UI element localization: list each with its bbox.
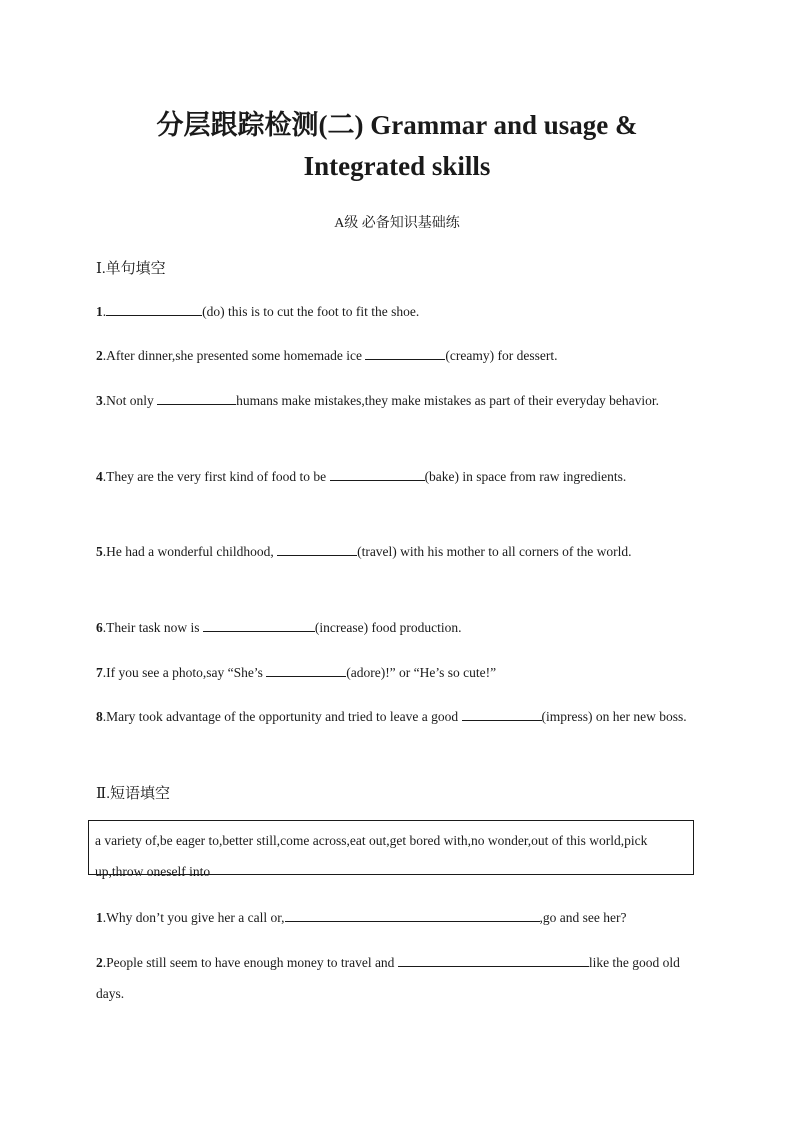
answer-blank[interactable] bbox=[157, 390, 236, 405]
phrase-question-1: 1.Why don’t you give her a call or, ,go and see her? bbox=[96, 902, 696, 933]
question-number: 5 bbox=[96, 544, 103, 559]
question-3: 3.Not only humans make mistakes,they make mistakes as part of their everyday behavior. bbox=[96, 385, 696, 416]
question-7: 7.If you see a photo,say “She’s (adore)!” or “He’s so cute!” bbox=[96, 657, 696, 688]
question-number: 1 bbox=[96, 304, 103, 319]
question-1: 1. (do) this is to cut the foot to fit the shoe. bbox=[96, 296, 696, 327]
question-number: 6 bbox=[96, 620, 103, 635]
answer-blank[interactable] bbox=[462, 706, 542, 721]
answer-blank[interactable] bbox=[285, 907, 540, 922]
question-2: 2.After dinner,she presented some homemade ice (creamy) for dessert. bbox=[96, 340, 696, 371]
question-number: 1 bbox=[96, 910, 103, 925]
phrase-question-2: 2.People still seem to have enough money to travel and like the good old days. bbox=[96, 947, 696, 1009]
question-5: 5.He had a wonderful childhood, (travel) with his mother to all corners of the world. bbox=[96, 536, 696, 567]
answer-blank[interactable] bbox=[365, 345, 445, 360]
page-title-line-2: Integrated skills bbox=[303, 151, 491, 181]
question-number: 7 bbox=[96, 665, 103, 680]
question-number: 3 bbox=[96, 393, 103, 408]
question-number: 2 bbox=[96, 348, 103, 363]
question-number: 8 bbox=[96, 709, 103, 724]
answer-blank[interactable] bbox=[203, 617, 315, 632]
level-subtitle: A级 必备知识基础练 bbox=[334, 216, 460, 231]
question-4: 4.They are the very first kind of food to be (bake) in space from raw ingredients. bbox=[96, 461, 696, 492]
answer-blank[interactable] bbox=[277, 541, 357, 556]
phrase-bank-box: a variety of,be eager to,better still,come across,eat out,get bored with,no wonder,out of this world,pick up,throw oneself into bbox=[88, 820, 694, 875]
question-number: 4 bbox=[96, 469, 103, 484]
question-8: 8.Mary took advantage of the opportunity and tried to leave a good (impress) on her new boss. bbox=[96, 701, 696, 732]
answer-blank[interactable] bbox=[106, 301, 202, 316]
question-6: 6.Their task now is (increase) food production. bbox=[96, 612, 696, 643]
section-1-heading: Ⅰ.单句填空 bbox=[96, 261, 166, 277]
page-title-line-1: 分层跟踪检测(二) Grammar and usage & bbox=[156, 110, 638, 140]
answer-blank[interactable] bbox=[398, 952, 589, 967]
section-2-heading: Ⅱ.短语填空 bbox=[96, 786, 170, 802]
answer-blank[interactable] bbox=[266, 662, 346, 677]
answer-blank[interactable] bbox=[330, 466, 425, 481]
question-number: 2 bbox=[96, 955, 103, 970]
